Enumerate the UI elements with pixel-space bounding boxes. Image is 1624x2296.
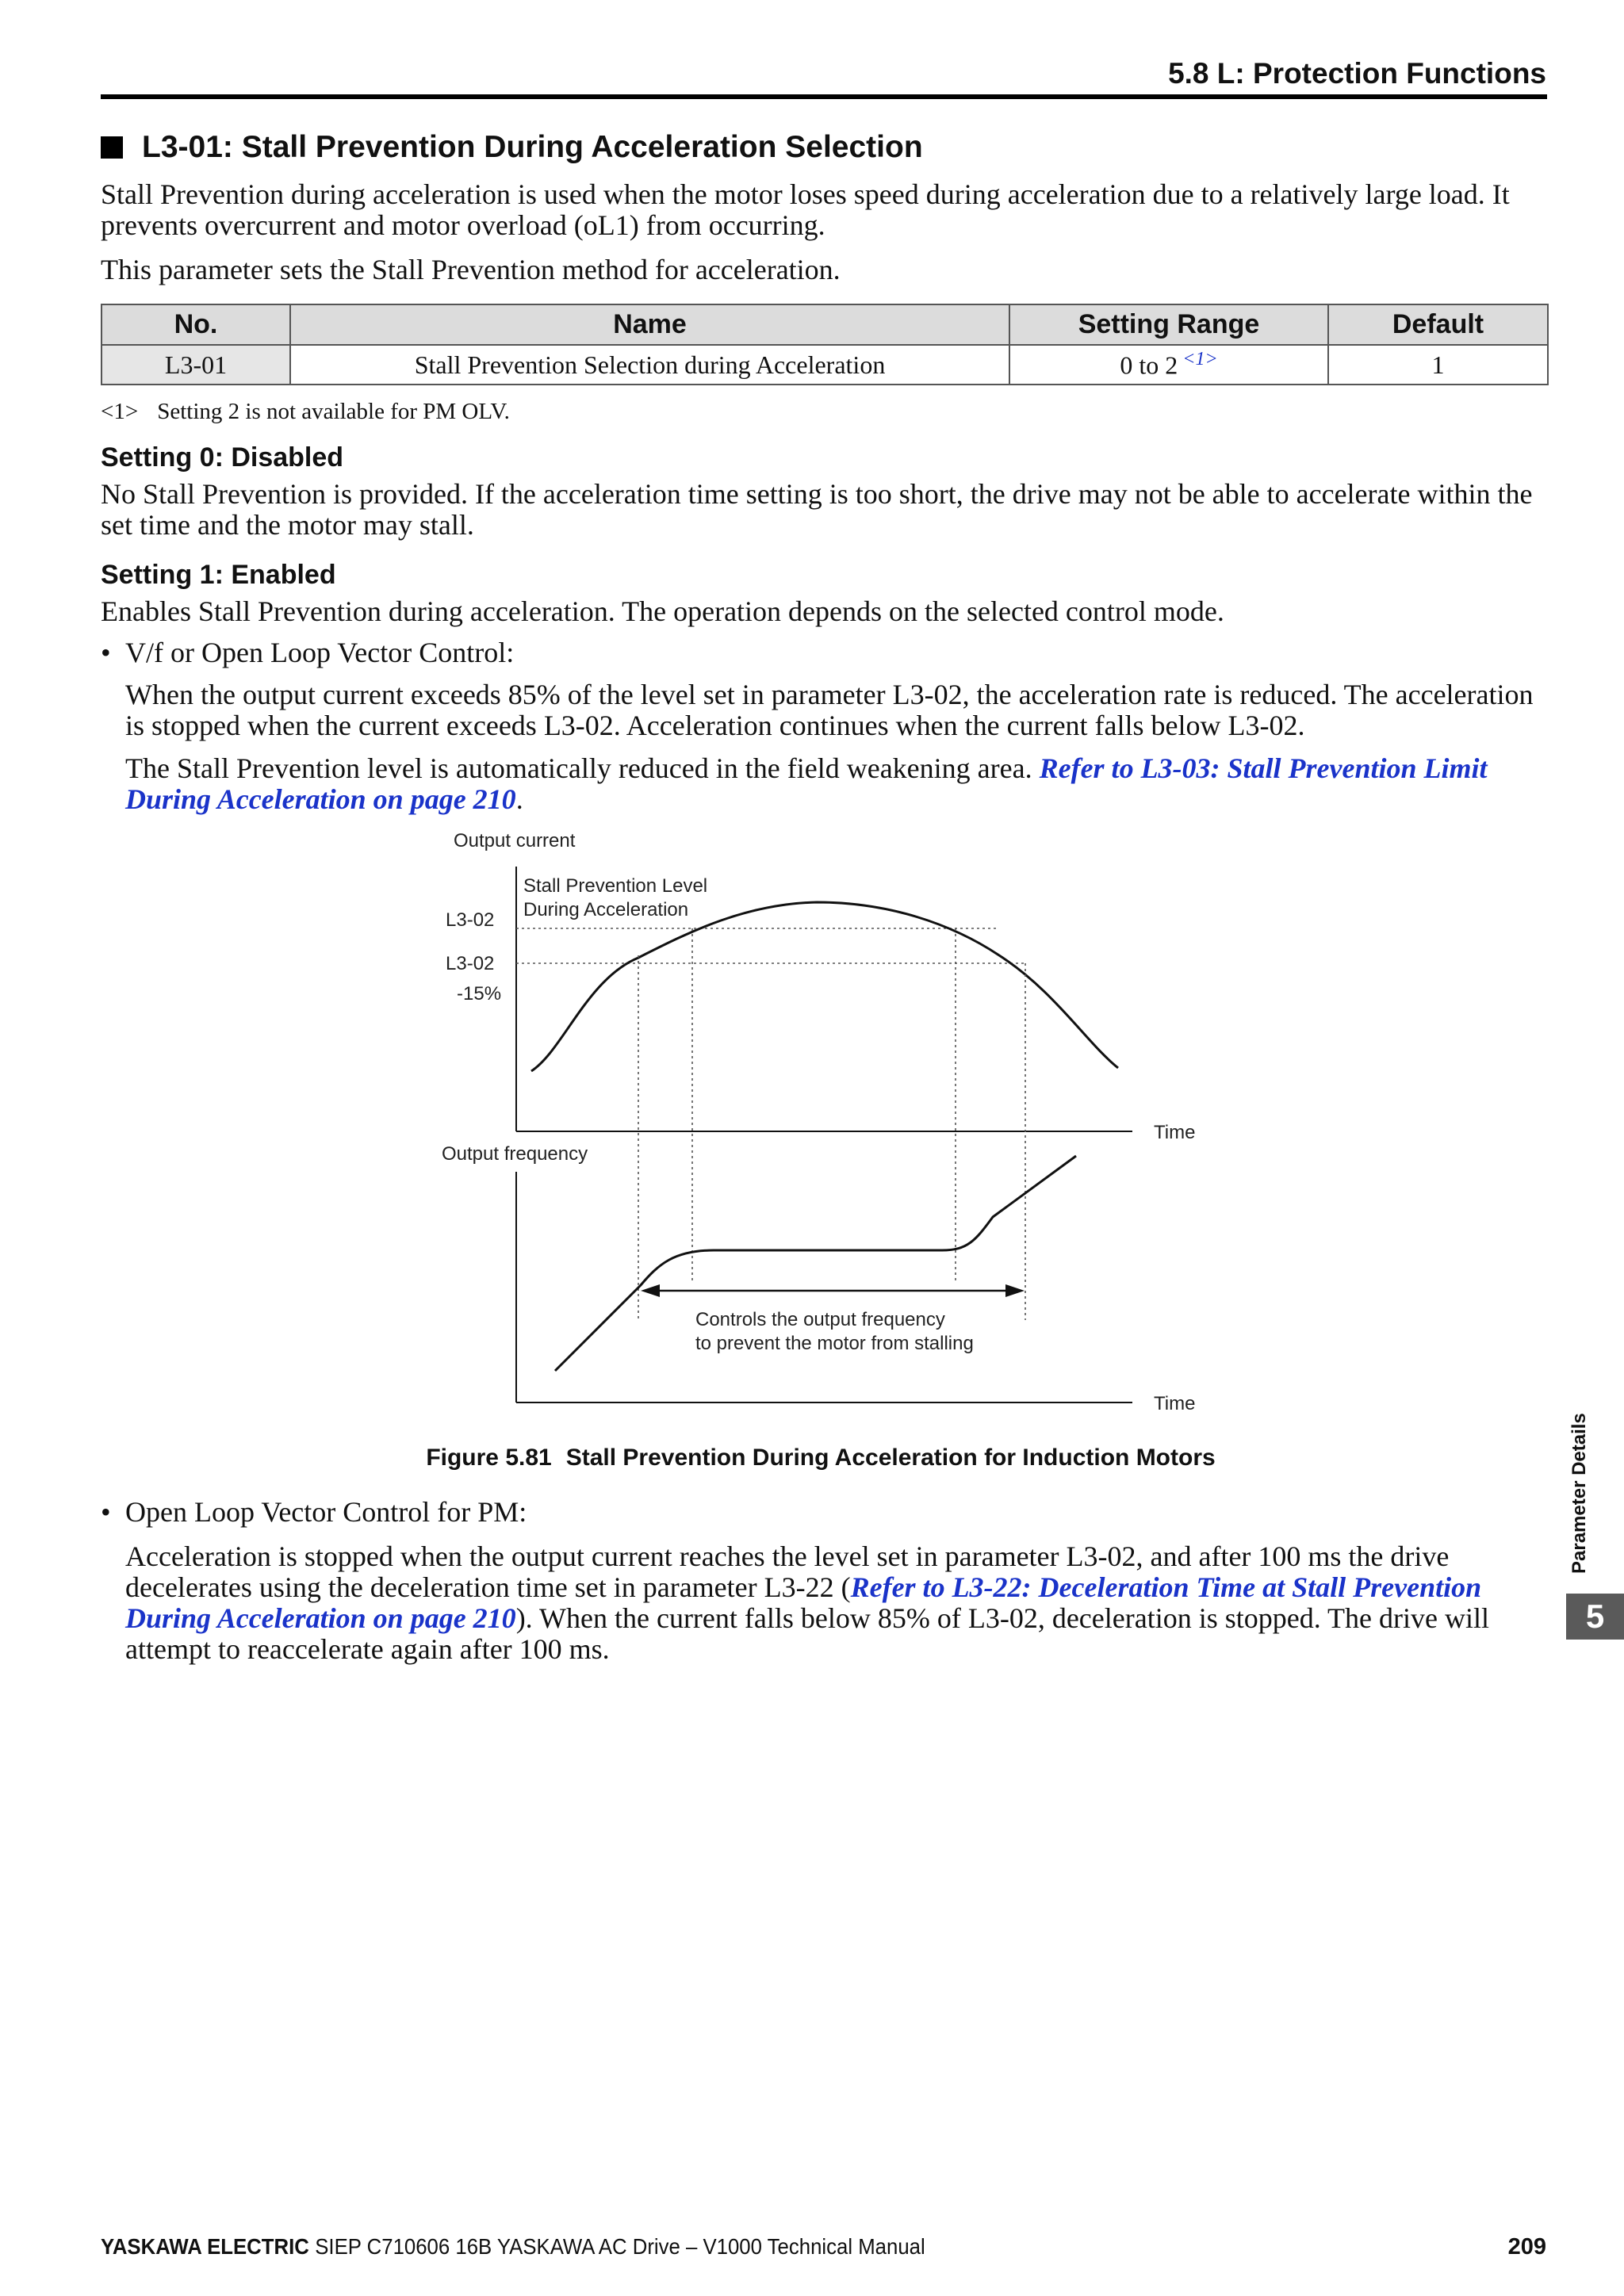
footnote-ref-link[interactable]: <1> (1182, 349, 1218, 370)
cell-name: Stall Prevention Selection during Acceleration (290, 345, 1009, 385)
vf-olv-p2-end: . (515, 783, 523, 815)
bullet-vf-olv (101, 636, 514, 669)
intro-paragraph-1: Stall Prevention during acceleration is used when the motor loses speed during acceleration due to a relatively large load. It prevents overcurrent and motor overload (oL1) from occurring. (101, 178, 1510, 241)
setting-1-text: Enables Stall Prevention during acceleration. The operation depends on the selected control mode. (101, 595, 1224, 627)
bullet-dot: • (101, 1496, 111, 1528)
stall-prevention-figure (428, 821, 1205, 1439)
vf-olv-paragraph-1: When the output current exceeds 85% of the level set in parameter L3-02, the acceleration rate is reduced. The acceleration is stopped when the current exceeds L3-02. Acceleration continues when the current falls below L3-02. (125, 679, 1534, 741)
label-l3-02: L3-02 (446, 909, 495, 931)
col-header-name: Name (290, 304, 1009, 345)
olv-pm-text-1: Acceleration is stopped when the output current reaches the level set in parameter L3-02, and after 100 ms the drive decelerates using the deceleration time set in parameter L3-22 ( (125, 1540, 1450, 1603)
chapter-tab[interactable]: 5 (1566, 1594, 1624, 1640)
footer (101, 2234, 925, 2260)
intro-paragraph-2: This parameter sets the Stall Prevention method for acceleration. (101, 254, 841, 285)
side-tab-label: Parameter Details (1568, 1413, 1590, 1574)
range-value: 0 to 2 (1120, 350, 1178, 380)
section-heading (101, 130, 923, 165)
bullet-olv-pm-label: Open Loop Vector Control for PM: (125, 1496, 527, 1528)
section-heading-text: L3-01: Stall Prevention During Acceleration Selection (142, 130, 923, 164)
vf-olv-paragraph-2 (125, 753, 1549, 815)
footnote-marker: <1> (101, 399, 139, 424)
running-header: 5.8 L: Protection Functions (1168, 57, 1546, 90)
output-current-curve (531, 902, 1118, 1071)
link-l3-03[interactable]: Refer to L3-03: Stall Prevention Limit During Acceleration on page 210 (125, 752, 1488, 815)
setting-1-heading: Setting 1: Enabled (101, 560, 336, 590)
link-l3-22[interactable]: Refer to L3-22: Deceleration Time at Stall Prevention During Acceleration on page 210 (125, 1571, 1482, 1634)
col-header-range: Setting Range (1009, 304, 1328, 345)
table-row (102, 345, 1548, 385)
cell-range (1009, 345, 1328, 385)
arrow-head-left-icon (641, 1284, 660, 1297)
label-output-current: Output current (454, 830, 576, 851)
figure-number: Figure 5.81 (426, 1445, 552, 1471)
vf-olv-p2-text: The Stall Prevention level is automatically reduced in the field weakening area. (125, 752, 1040, 784)
figure-caption-text: Stall Prevention During Acceleration for Induction Motors (565, 1445, 1216, 1471)
col-header-default: Default (1328, 304, 1548, 345)
footer-doc: SIEP C710606 16B YASKAWA AC Drive – V1000 Technical Manual (315, 2234, 925, 2259)
label-stall-level: Stall Prevention Level (523, 875, 708, 897)
olv-pm-paragraph (125, 1541, 1549, 1665)
bullet-vf-olv-label: V/f or Open Loop Vector Control: (125, 637, 515, 668)
label-during-accel: During Acceleration (523, 899, 689, 920)
footer-brand: YASKAWA ELECTRIC (101, 2234, 309, 2259)
page-number: 209 (1507, 2234, 1546, 2260)
header-rule (101, 94, 1547, 99)
footnote-text: Setting 2 is not available for PM OLV. (157, 399, 510, 424)
label-time-bottom: Time (1154, 1393, 1196, 1414)
setting-0-heading: Setting 0: Disabled (101, 442, 344, 473)
figure-caption (0, 1445, 1624, 1471)
bullet-dot: • (101, 637, 111, 668)
label-l3-02-b: L3-02 (446, 953, 495, 974)
label-minus-15: -15% (457, 983, 502, 1004)
label-output-frequency: Output frequency (442, 1143, 588, 1165)
arrow-head-right-icon (1005, 1284, 1025, 1297)
setting-0-text: No Stall Prevention is provided. If the acceleration time setting is too short, the drive may not be able to accelerate within the set time and the motor may stall. (101, 478, 1533, 541)
olv-pm-text-2: ). When the current falls below 85% of L3-02, deceleration is stopped. The drive will attempt to reaccelerate again after 100 ms. (125, 1602, 1489, 1665)
cell-no: L3-01 (102, 345, 290, 385)
cell-default: 1 (1328, 345, 1548, 385)
label-controls-1: Controls the output frequency (695, 1309, 945, 1330)
label-time-top: Time (1154, 1122, 1196, 1143)
bullet-olv-pm (101, 1495, 527, 1529)
table-header-row (102, 304, 1548, 345)
parameter-table (101, 304, 1549, 385)
label-controls-2: to prevent the motor from stalling (695, 1333, 974, 1354)
col-header-no: No. (102, 304, 290, 345)
table-footnote (101, 399, 510, 425)
square-bullet-icon (101, 136, 123, 159)
